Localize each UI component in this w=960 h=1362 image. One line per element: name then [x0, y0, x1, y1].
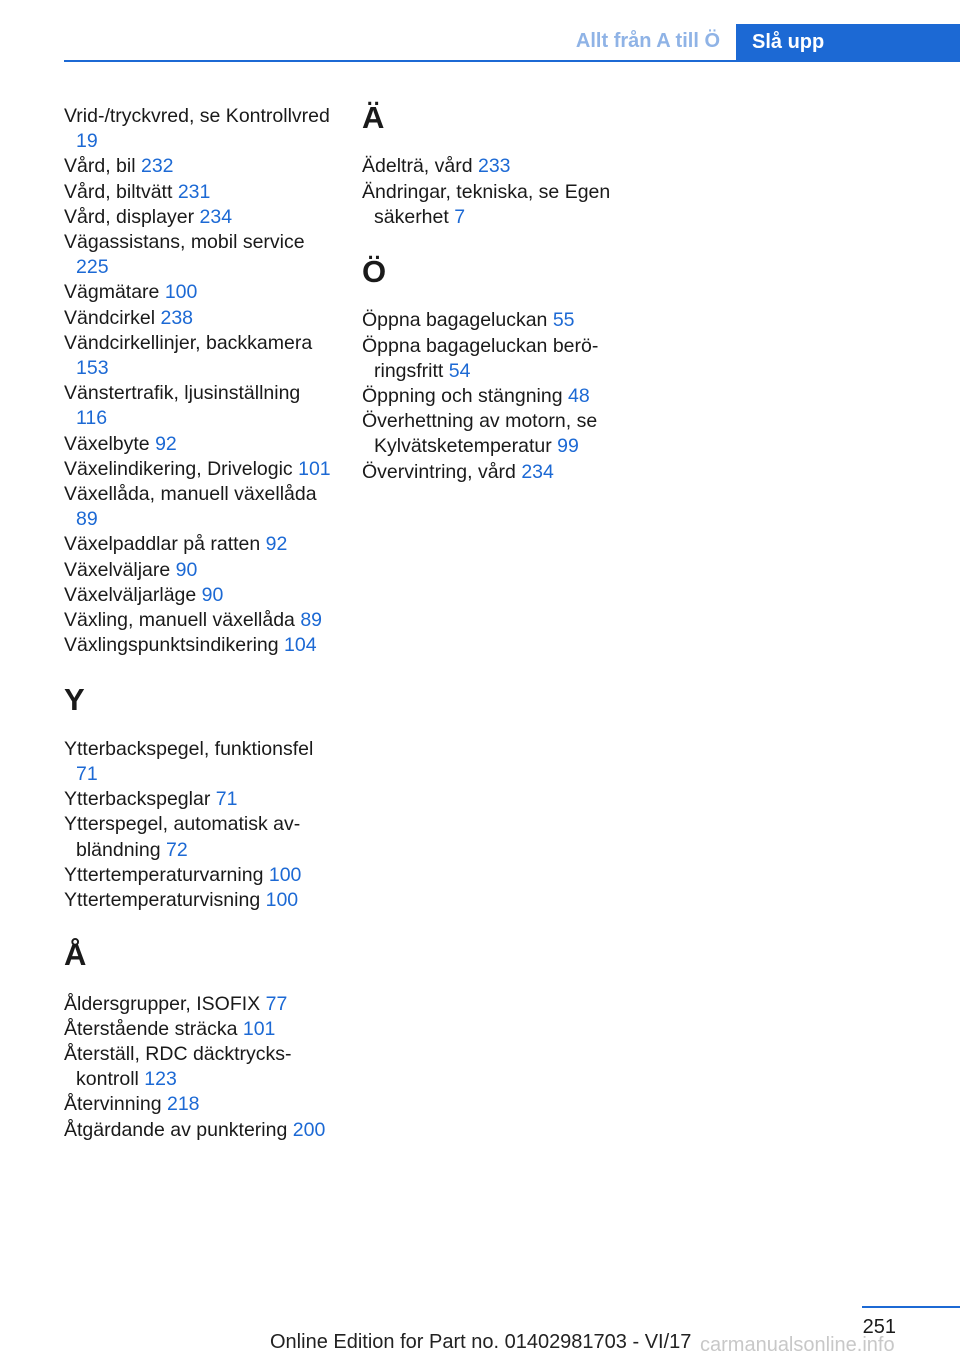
section-letter: Y — [64, 682, 85, 718]
page-link[interactable]: 92 — [265, 533, 288, 556]
index-entry-text: Övervintring, vård — [362, 460, 516, 483]
index-entry — [64, 558, 334, 583]
index-entry — [64, 992, 334, 1017]
index-column-right — [362, 100, 632, 485]
index-entry-text: Växelindikering, Drivelogic — [64, 457, 293, 480]
index-entry-text: Vänstertrafik, ljusinställning — [64, 382, 301, 405]
watermark: carmanualsonline.info — [700, 1334, 895, 1356]
index-entry-text: Vändcirkellinjer, backkamera — [64, 331, 313, 354]
page-link[interactable]: 100 — [164, 281, 198, 304]
index-entry-text: Växling, manuell växellåda — [64, 609, 295, 632]
index-entry — [64, 205, 334, 230]
page-link[interactable]: 71 — [215, 788, 238, 811]
index-entry-text: Yttertemperaturvisning — [64, 889, 261, 912]
page-link[interactable]: 123 — [144, 1068, 177, 1091]
index-entry-text: Ytterbackspegel, funktionsfel — [64, 737, 314, 760]
page-link[interactable]: 238 — [160, 306, 194, 329]
index-entry-text: Ytterspegel, automatisk avbländning — [64, 813, 301, 861]
index-entry — [64, 1092, 334, 1117]
index-entry-text: Öppna bagageluckan beröringsfritt — [362, 334, 599, 382]
index-entry-text: Ädelträ, vård — [362, 155, 473, 178]
page-link[interactable]: 77 — [265, 992, 288, 1015]
index-entry-text: Vård, bil — [64, 155, 136, 178]
index-entry — [64, 608, 334, 633]
page-link[interactable]: 100 — [265, 889, 299, 912]
page-number: 251 — [862, 1316, 896, 1338]
page-link[interactable]: 225 — [76, 256, 109, 279]
index-entry — [64, 280, 334, 305]
page-link[interactable]: 90 — [201, 583, 224, 606]
index-entry — [64, 583, 334, 608]
index-entry — [64, 457, 334, 482]
page-link[interactable]: 7 — [454, 205, 466, 228]
index-entry-text: Vård, displayer — [64, 205, 195, 228]
page-link[interactable]: 218 — [166, 1093, 200, 1116]
index-entry-text: Återställ, RDC däcktryckskontroll — [64, 1043, 292, 1091]
index-entry-text: Öppning och stängning — [362, 385, 563, 407]
index-entry-text: Vägassistans, mobil service — [64, 231, 305, 254]
section-letter: Å — [64, 937, 87, 973]
section-letter: Ö — [362, 254, 387, 289]
index-entry-text: Vrid-/tryckvred, se Kontrollvred — [64, 105, 330, 127]
page-link[interactable]: 233 — [477, 155, 511, 178]
tab-look-up[interactable]: Slå upp — [736, 24, 960, 62]
index-entry — [64, 230, 334, 280]
page-link[interactable]: 54 — [448, 359, 471, 382]
page-link[interactable]: 153 — [76, 357, 109, 380]
index-entry-text: Vägmätare — [64, 281, 160, 304]
index-entry-text: Yttertemperaturvarning — [64, 863, 264, 886]
index-entry — [362, 384, 632, 409]
index-entry — [64, 888, 334, 913]
index-entry-text: Vård, biltvätt — [64, 180, 173, 203]
page-link[interactable]: 92 — [155, 432, 177, 455]
index-entry-text: Ändringar, tekniska, se Egen säkerhet — [362, 180, 611, 228]
page-link[interactable]: 101 — [242, 1017, 276, 1040]
page-link[interactable]: 234 — [521, 460, 554, 483]
index-entry — [64, 1118, 334, 1143]
index-entry-text: Öppna bagageluckan — [362, 309, 548, 332]
index-entry-text: Växellåda, manuell växellåda — [64, 483, 317, 506]
index-entry — [64, 633, 334, 658]
page-link[interactable]: 55 — [552, 309, 575, 332]
index-entry-text: Åldersgrupper, ISOFIX — [64, 992, 261, 1015]
index-entry — [64, 863, 334, 888]
page-link[interactable]: 200 — [292, 1118, 326, 1141]
index-entry-text: Växlingspunktsindikering — [64, 634, 279, 657]
index-entry-text: Överhettning av motorn, se Kylvätsketemperatur — [362, 410, 598, 458]
page-link[interactable]: 90 — [175, 558, 198, 581]
page-link[interactable]: 89 — [300, 609, 323, 632]
index-entry — [64, 306, 334, 331]
index-entry — [64, 180, 334, 205]
page-link[interactable]: 89 — [76, 508, 98, 531]
index-column-left — [64, 104, 334, 1143]
breadcrumb[interactable]: Allt från A till Ö — [575, 30, 720, 52]
page-link[interactable]: 231 — [177, 180, 211, 203]
page-link[interactable]: 100 — [268, 863, 302, 886]
page-link[interactable]: 116 — [76, 407, 108, 430]
footer-rule — [862, 1306, 960, 1308]
page-link[interactable]: 101 — [298, 457, 331, 480]
index-entry — [362, 180, 632, 230]
index-entry — [362, 154, 632, 179]
edition-note: Online Edition for Part no. 01402981703 - VI/17 — [270, 1331, 692, 1353]
index-entry-text: Växelväljarläge — [64, 583, 197, 606]
index-entry — [362, 308, 632, 333]
index-entry — [64, 532, 334, 557]
index-entry-text: Åtgärdande av punktering — [64, 1118, 288, 1141]
index-entry — [64, 482, 334, 532]
index-entry — [64, 1042, 334, 1092]
page-link[interactable]: 234 — [199, 205, 233, 228]
page-link[interactable]: 19 — [76, 130, 98, 153]
index-entry — [64, 737, 334, 787]
page-link[interactable]: 99 — [557, 435, 579, 458]
section-letter: Ä — [362, 100, 385, 135]
index-entry — [362, 460, 632, 485]
index-entry — [64, 787, 334, 812]
index-entry — [64, 331, 334, 381]
index-entry-text: Vändcirkel — [64, 306, 156, 329]
index-entry-text: Växelbyte — [64, 432, 150, 455]
index-entry-text: Växelväljare — [64, 558, 171, 581]
page-link[interactable]: 104 — [284, 634, 317, 657]
page-link[interactable]: 48 — [568, 385, 590, 407]
index-entry — [362, 334, 632, 384]
index-entry-text: Återstående sträcka — [64, 1017, 238, 1040]
index-entry — [64, 104, 334, 154]
index-entry-text: Ytterbackspeglar — [64, 788, 211, 811]
index-entry — [64, 381, 334, 431]
page-link[interactable]: 232 — [140, 155, 174, 178]
index-entry — [64, 432, 334, 457]
page-link[interactable]: 71 — [76, 763, 98, 786]
index-entry — [64, 154, 334, 179]
index-entry-text: Växelpaddlar på ratten — [64, 533, 261, 556]
index-entry — [362, 409, 632, 459]
index-entry — [64, 812, 334, 862]
index-entry-text: Återvinning — [64, 1093, 162, 1116]
index-entry — [64, 1017, 334, 1042]
page-link[interactable]: 72 — [166, 838, 188, 861]
